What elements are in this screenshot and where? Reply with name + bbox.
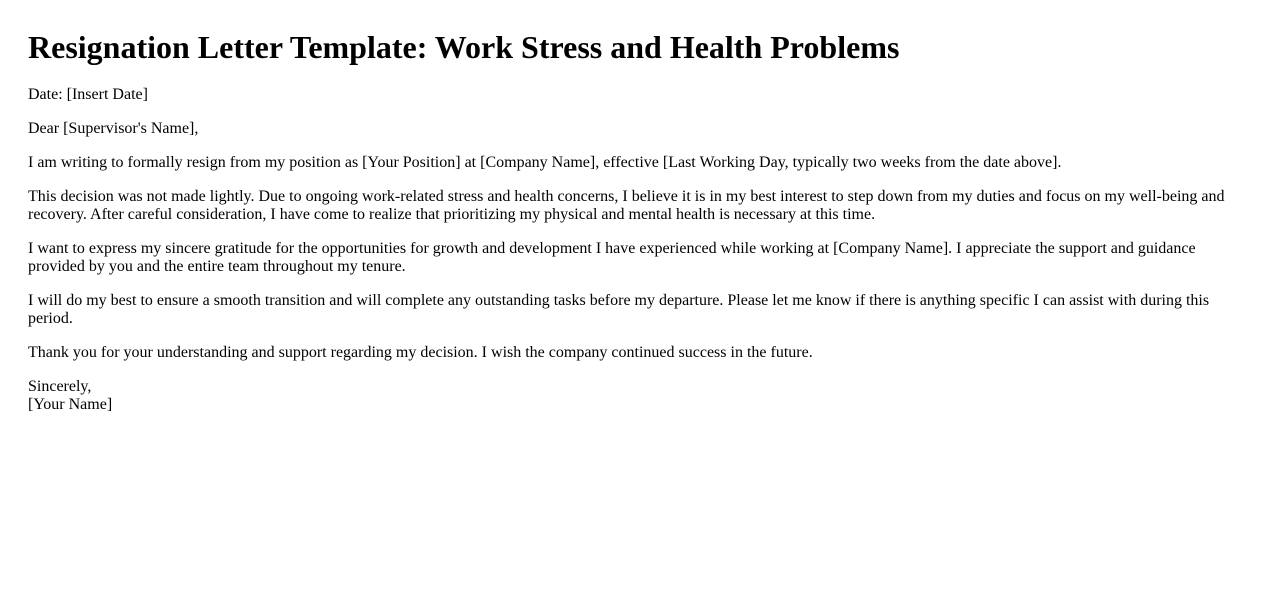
paragraph-gratitude: I want to express my sincere gratitude for the opportunities for growth and development I have experienced while working at [Company Name]. I appreciate the support and guidance provided by you and the entire team throughout my tenure. [28, 239, 1196, 275]
salutation: Dear [Supervisor's Name], [28, 119, 199, 137]
paragraph-transition: I will do my best to ensure a smooth transition and will complete any outstanding tasks before my departure. Please let me know if there is anything specific I can assist with during this period. [28, 291, 1210, 327]
date-line: Date: [Insert Date] [28, 85, 148, 103]
page-title: Resignation Letter Template: Work Stress and Health Problems [28, 29, 900, 65]
paragraph-reason: This decision was not made lightly. Due to ongoing work-related stress and health concerns, I believe it is in my best interest to step down from my duties and focus on my well-being and recovery. After careful consideration, I have come to realize that prioritizing my physical and mental health is necessary at this time. [28, 187, 1225, 223]
paragraph-thanks: Thank you for your understanding and support regarding my decision. I wish the company continued success in the future. [28, 343, 813, 361]
paragraph-resignation-notice: I am writing to formally resign from my position as [Your Position] at [Company Name], effective [Last Working Day, typically two weeks from the date above]. [28, 153, 1062, 171]
closing-block [28, 378, 1250, 414]
signature-name: [Your Name] [28, 395, 113, 413]
closing-phrase: Sincerely, [28, 377, 92, 395]
